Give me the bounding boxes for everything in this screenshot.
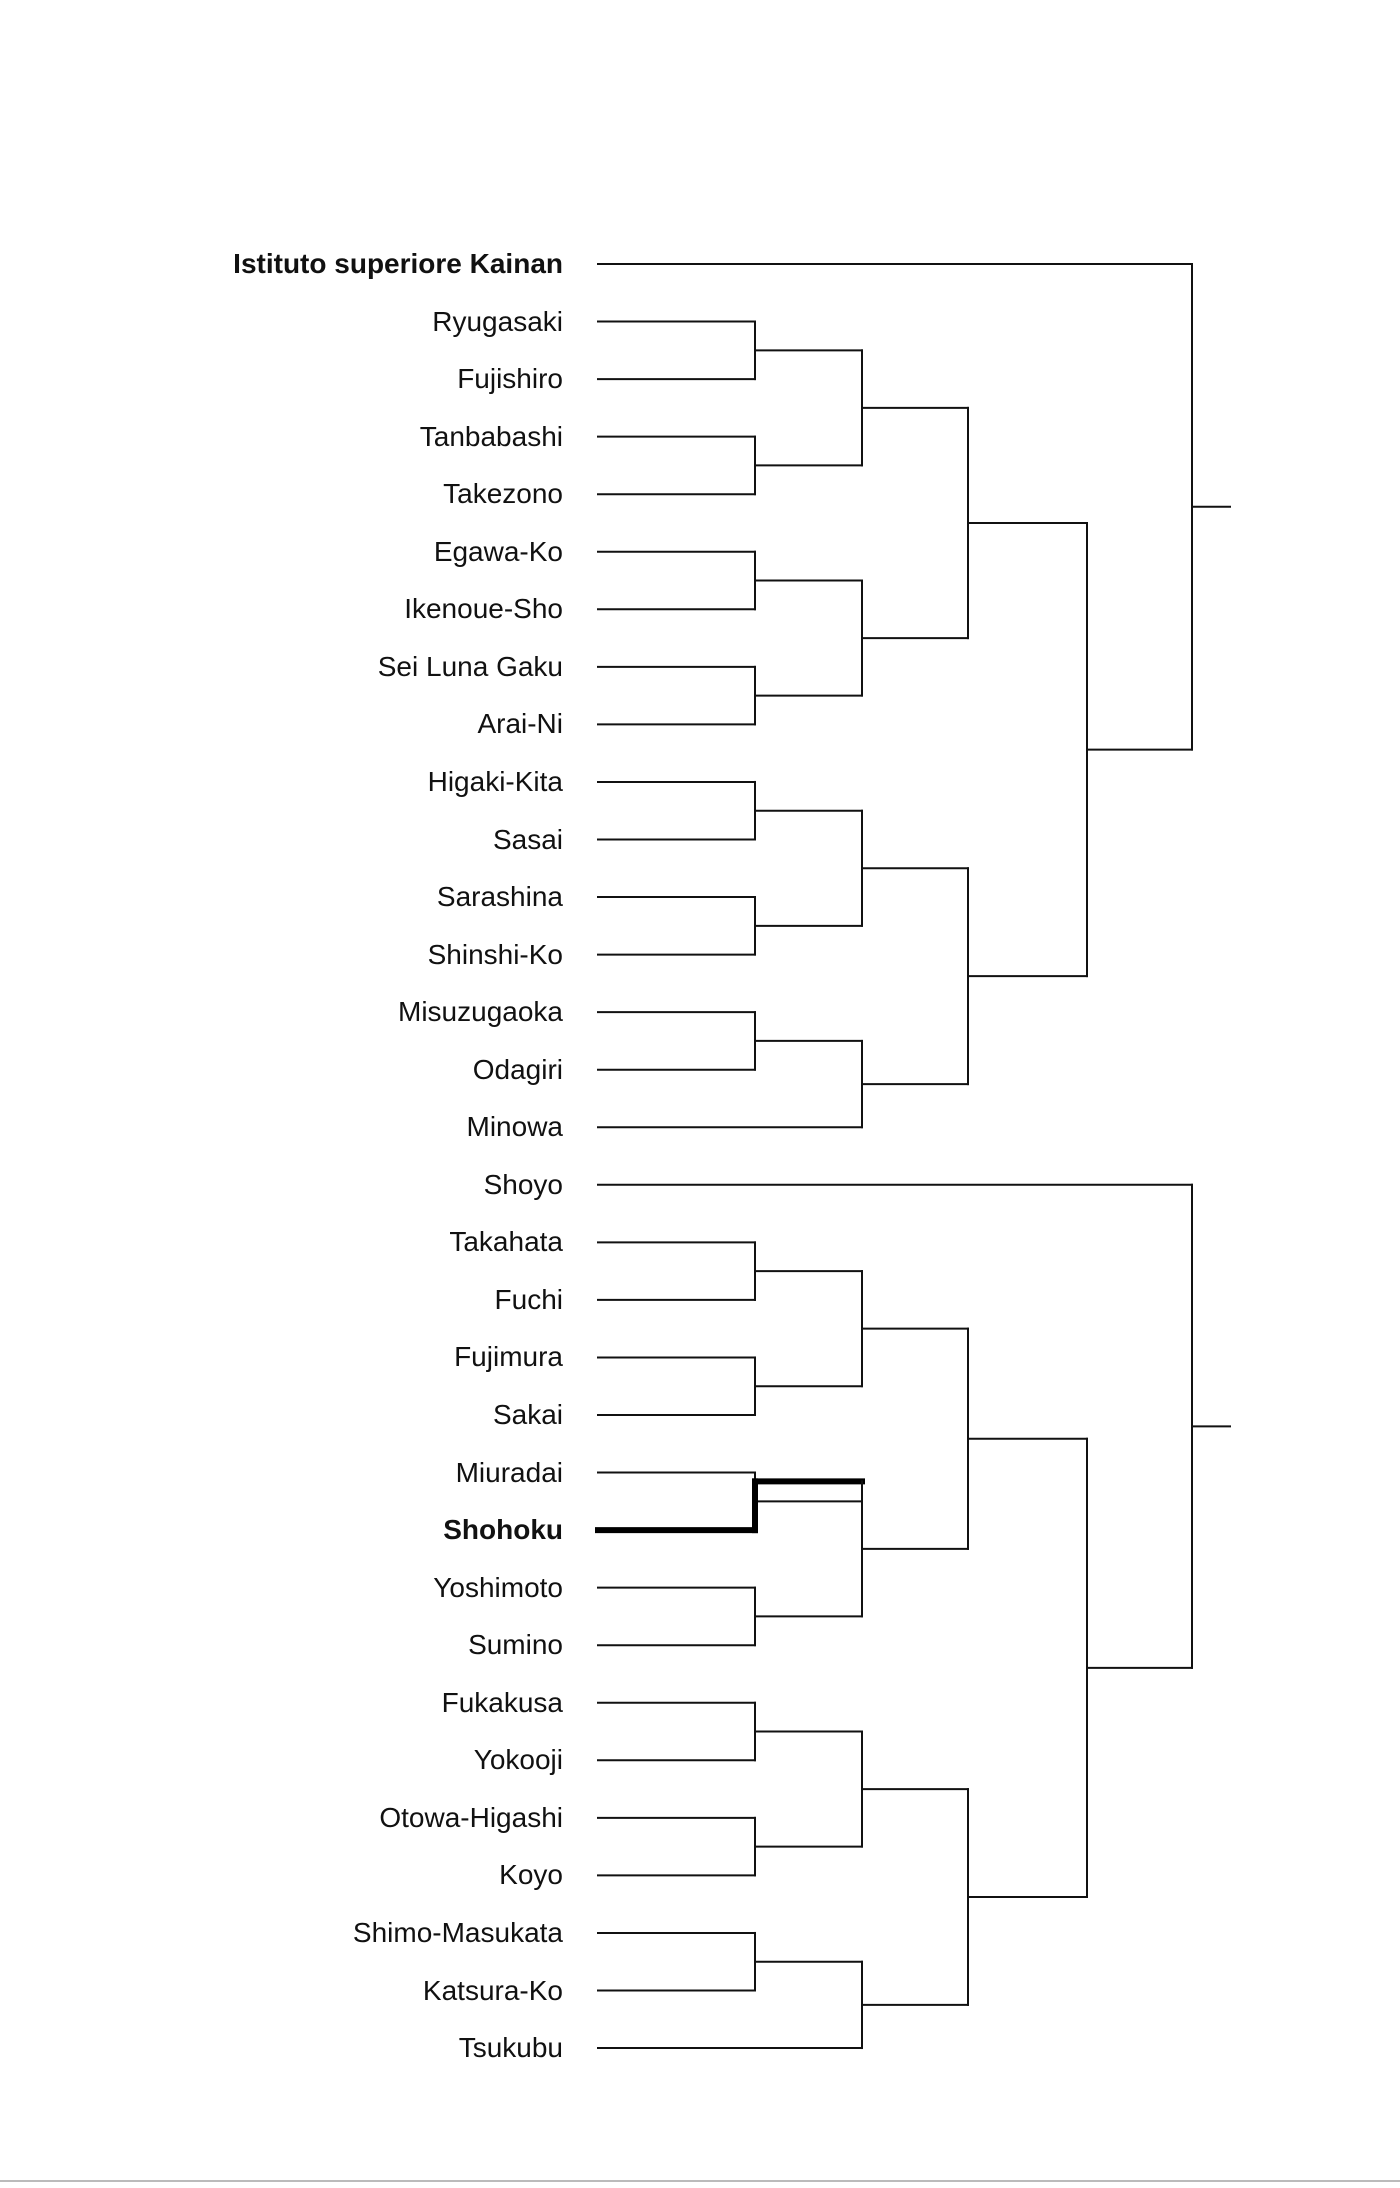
team-label: Miuradai xyxy=(455,1456,563,1488)
team-label: Tanbabashi xyxy=(419,420,563,452)
team-label: Sei Luna Gaku xyxy=(377,650,563,682)
team-label: Sumino xyxy=(468,1629,563,1661)
team-label: Egawa-Ko xyxy=(433,535,563,567)
team-label: Istituto superiore Kainan xyxy=(233,248,563,279)
team-label: Ryugasaki xyxy=(432,305,563,337)
team-label: Arai-Ni xyxy=(477,708,563,740)
team-label: Minowa xyxy=(466,1111,563,1143)
team-label: Takahata xyxy=(449,1226,563,1258)
team-label: Fuchi xyxy=(494,1283,563,1315)
team-label: Fujishiro xyxy=(457,363,563,395)
team-label: Odagiri xyxy=(472,1053,563,1085)
team-label: Yokooji xyxy=(473,1744,563,1776)
team-label: Shohoku xyxy=(443,1514,563,1546)
team-label: Misuzugaoka xyxy=(398,996,563,1028)
team-label: Katsura-Ko xyxy=(422,1974,563,2006)
team-label: Ikenoue-Sho xyxy=(404,593,563,625)
page-bottom-edge xyxy=(0,2180,1400,2182)
team-label: Tsukubu xyxy=(458,2032,563,2064)
team-label: Sasai xyxy=(492,823,563,855)
team-label: Shimo-Masukata xyxy=(352,1916,563,1948)
team-label: Takezono xyxy=(443,478,563,510)
team-label: Sarashina xyxy=(436,881,563,913)
team-label: Shinshi-Ko xyxy=(427,938,563,970)
team-label: Yoshimoto xyxy=(433,1571,563,1603)
team-label: Fujimura xyxy=(454,1341,563,1373)
team-label: Sakai xyxy=(492,1399,563,1430)
team-label: Koyo xyxy=(499,1859,563,1891)
team-label: Higaki-Kita xyxy=(427,765,563,797)
team-label: Shoyo xyxy=(483,1168,563,1200)
team-label: Fukakusa xyxy=(441,1686,563,1718)
team-label: Otowa-Higashi xyxy=(379,1801,563,1833)
